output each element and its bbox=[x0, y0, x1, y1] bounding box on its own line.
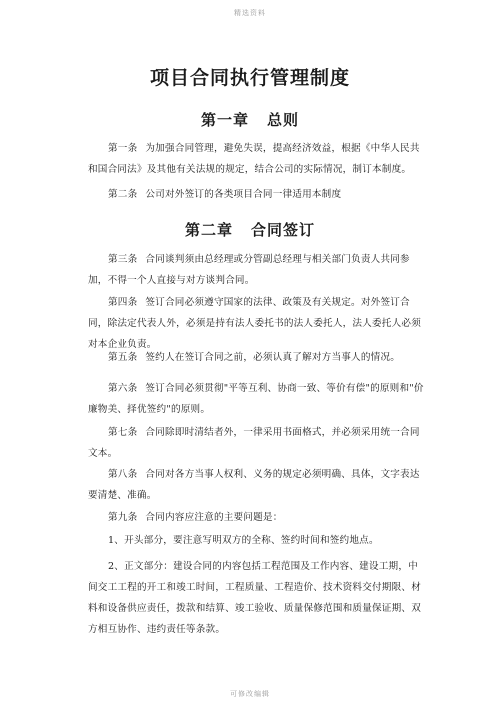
header-note: 精选资料 bbox=[234, 9, 266, 17]
chapter-1-number: 第一章 bbox=[200, 111, 249, 129]
article-text: 公司对外签订的各类项目合同一律适用本制度 bbox=[145, 189, 342, 200]
article-text: 合同内容应注意的主要问题是： bbox=[145, 512, 283, 523]
article-7 bbox=[88, 422, 425, 464]
article-4 bbox=[88, 292, 425, 355]
article-8 bbox=[88, 464, 425, 506]
article-text: 合同除即时清结者外，一律采用书面格式，并必须采用统一合同文本。 bbox=[88, 427, 420, 459]
article-1 bbox=[88, 138, 425, 180]
article-label: 第一条 bbox=[108, 143, 138, 154]
article-text: 为加强合同管理，避免失误，提高经济效益，根据《中华人民共和国合同法》及其他有关法规的规定，结合公司的实际情况，制订本制度。 bbox=[88, 143, 420, 175]
list-item-2: 2、正文部分：建设合同的内容包括工程范围及工作内容、建设工期，中间交工工程的开工和竣工时间，工程质量、工程造价、技术资料交付期限、材料和设备供应责任，拨款和结算、竣工验收、质量保修范围和质量保证期、双方相互协作、违约责任等条款。 bbox=[88, 561, 421, 635]
article-label: 第五条 bbox=[108, 352, 138, 363]
article-2 bbox=[88, 184, 425, 205]
article-text: 合同谈判须由总经理或分管副总经理与相关部门负责人共同参加，不得一个人直接与对方谈判合同。 bbox=[88, 254, 410, 286]
article-3 bbox=[88, 249, 425, 291]
article-label: 第六条 bbox=[108, 383, 138, 394]
article-label: 第七条 bbox=[108, 427, 138, 438]
article-6 bbox=[88, 378, 425, 420]
footer-note: 可修改编辑 bbox=[230, 690, 270, 698]
article-text: 合同对各方当事人权利、义务的规定必须明确、具体，文字表达要清楚、准确。 bbox=[88, 469, 420, 501]
list-item-1: 1、开头部分，要注意写明双方的全称、签约时间和签约地点。 bbox=[108, 535, 379, 546]
document-title: 项目合同执行管理制度 bbox=[149, 67, 350, 89]
chapter-2-number: 第二章 bbox=[184, 221, 233, 239]
chapter-2-heading bbox=[0, 219, 500, 240]
chapter-1-heading bbox=[0, 109, 500, 130]
article-text: 签订合同必须贯彻"平等互利、协商一致、等价有偿"的原则和"价廉物美、择优签约"的原则。 bbox=[88, 383, 424, 415]
article-5 bbox=[88, 347, 425, 368]
article-label: 第四条 bbox=[108, 297, 138, 308]
article-text: 签订合同必须遵守国家的法律、政策及有关规定。对外签订合同，除法定代表人外，必须是持有法人委托书的法人委托人，法人委托人必须对本企业负责。 bbox=[88, 297, 421, 350]
article-text: 签约人在签订合同之前，必须认真了解对方当事人的情况。 bbox=[145, 352, 401, 363]
chapter-1-name: 总则 bbox=[267, 111, 300, 129]
article-label: 第二条 bbox=[108, 189, 138, 200]
article-label: 第九条 bbox=[108, 512, 138, 523]
article-9 bbox=[88, 507, 425, 528]
article-label: 第八条 bbox=[108, 469, 138, 480]
article-label: 第三条 bbox=[108, 254, 138, 265]
chapter-2-name: 合同签订 bbox=[251, 221, 316, 239]
